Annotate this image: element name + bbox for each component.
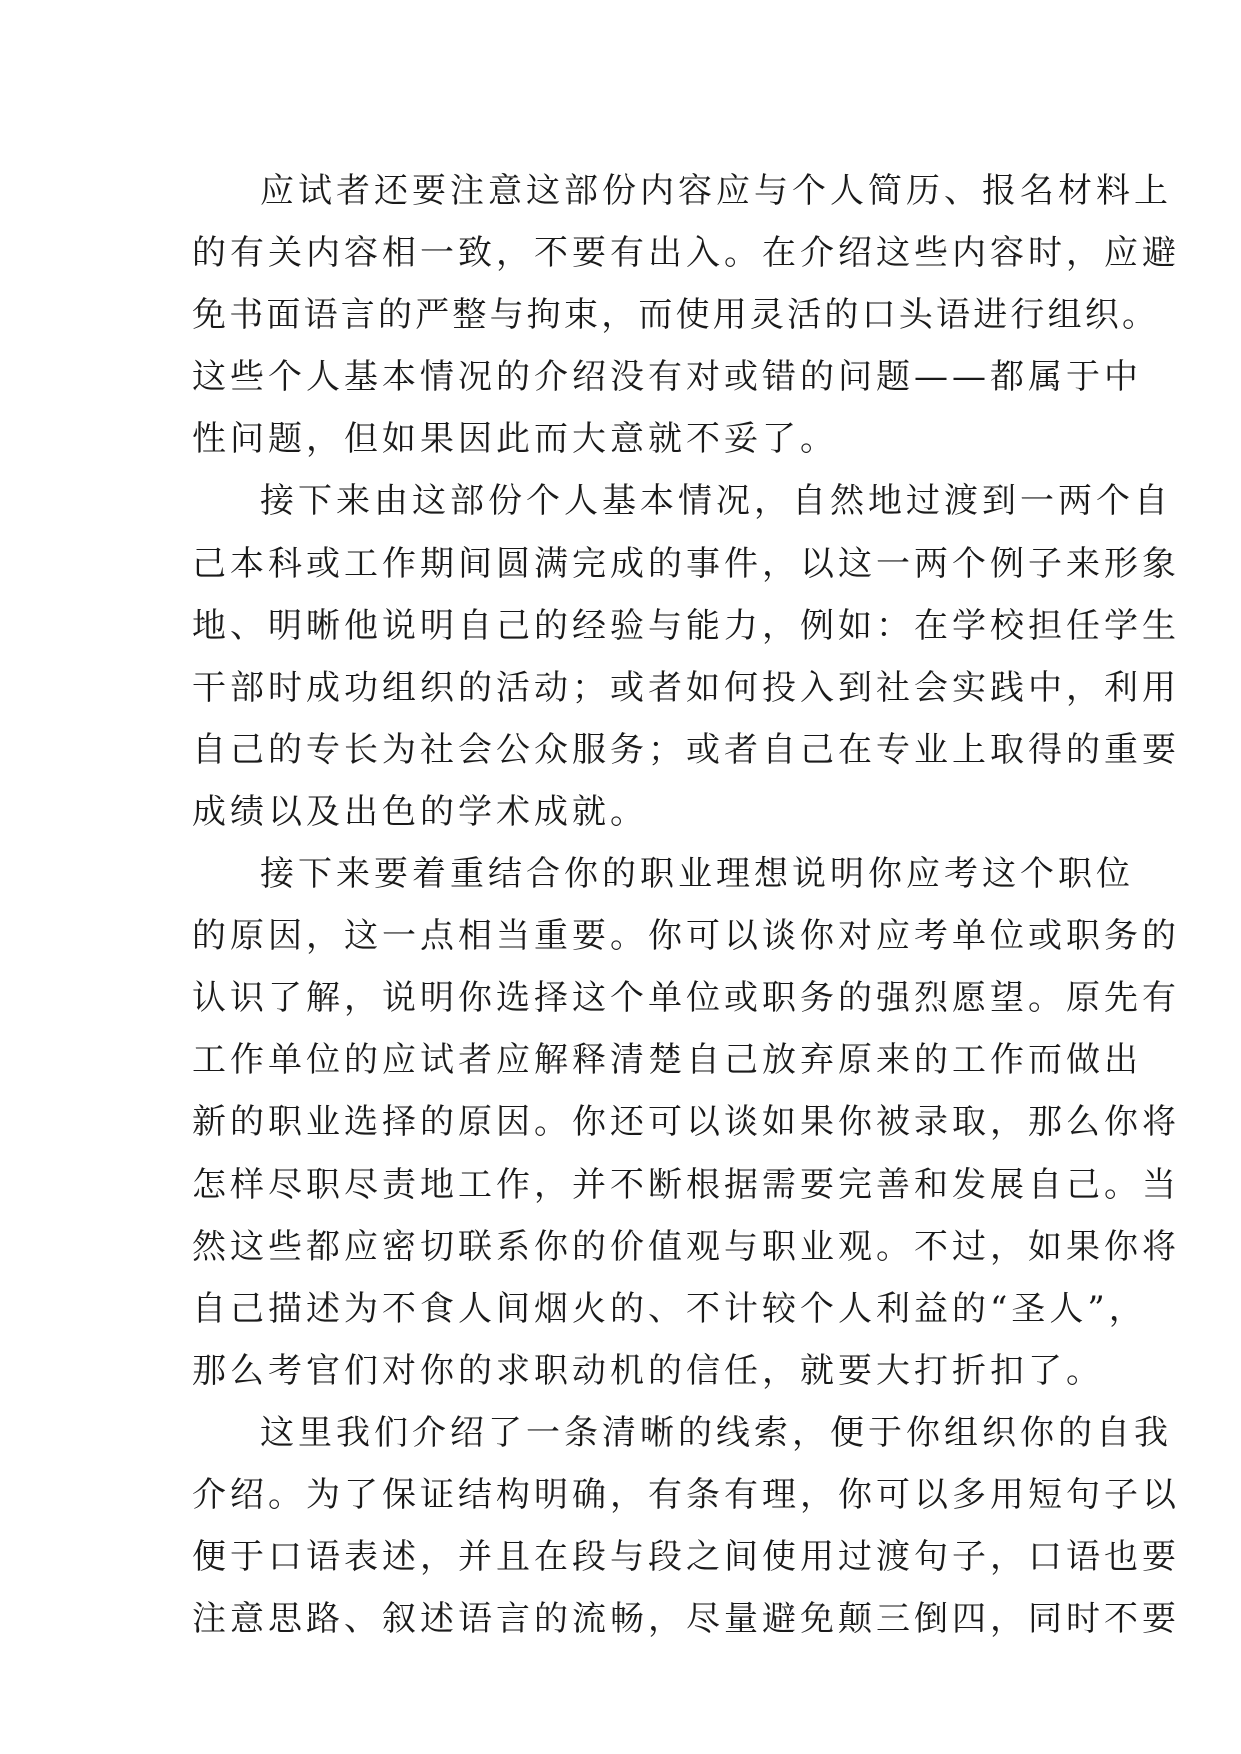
paragraph-3-line-4: 工作单位的应试者应解释清楚自己放弃原来的工作而做出	[192, 1040, 1142, 1081]
paragraph-4-line-1: 这里我们介绍了一条清晰的线索，便于你组织你的自我	[260, 1412, 1172, 1453]
paragraph-3-line-6: 怎样尽职尽责地工作，并不断根据需要完善和发展自己。当	[192, 1164, 1180, 1205]
paragraph-2-line-3: 地、明晰他说明自己的经验与能力，例如：在学校担任学生	[192, 605, 1180, 646]
paragraph-3-line-7: 然这些都应密切联系你的价值观与职业观。不过，如果你将	[192, 1226, 1180, 1267]
paragraph-3-line-8: 自己描述为不食人间烟火的、不计较个人利益的“圣人”，	[192, 1288, 1147, 1329]
paragraph-2-line-5: 自己的专长为社会公众服务；或者自己在专业上取得的重要	[192, 729, 1180, 770]
paragraph-4-line-2: 介绍。为了保证结构明确，有条有理，你可以多用短句子以	[192, 1474, 1180, 1515]
paragraph-1-line-2: 的有关内容相一致，不要有出入。在介绍这些内容时，应避	[192, 233, 1180, 274]
paragraph-3-line-3: 认识了解，说明你选择这个单位或职务的强烈愿望。原先有	[192, 978, 1180, 1019]
paragraph-1-line-5: 性问题，但如果因此而大意就不妥了。	[192, 419, 838, 460]
paragraph-1-line-1: 应试者还要注意这部份内容应与个人简历、报名材料上	[260, 171, 1172, 211]
paragraph-3-line-2: 的原因，这一点相当重要。你可以谈你对应考单位或职务的	[192, 916, 1180, 957]
paragraph-4-line-4: 注意思路、叙述语言的流畅，尽量避免颠三倒四，同时不要	[192, 1599, 1180, 1640]
paragraph-1-line-4: 这些个人基本情况的介绍没有对或错的问题——都属于中	[192, 357, 1142, 398]
paragraph-2-line-4: 干部时成功组织的活动；或者如何投入到社会实践中，利用	[192, 667, 1180, 708]
body-text	[192, 160, 1180, 1650]
paragraph-2-line-2: 己本科或工作期间圆满完成的事件，以这一两个例子来形象	[192, 543, 1180, 584]
paragraph-2-line-1: 接下来由这部份个人基本情况，自然地过渡到一两个自	[260, 481, 1172, 522]
paragraph-3-line-1: 接下来要着重结合你的职业理想说明你应考这个职位	[260, 854, 1134, 895]
paragraph-3-line-9: 那么考官们对你的求职动机的信任，就要大打折扣了。	[192, 1350, 1104, 1391]
paragraph-3-line-5: 新的职业选择的原因。你还可以谈如果你被录取，那么你将	[192, 1102, 1180, 1143]
paragraph-2-line-6: 成绩以及出色的学术成就。	[192, 791, 648, 832]
paragraph-4-line-3: 便于口语表述，并且在段与段之间使用过渡句子，口语也要	[192, 1537, 1180, 1578]
paragraph-1-line-3: 免书面语言的严整与拘束，而使用灵活的口头语进行组织。	[192, 295, 1160, 336]
